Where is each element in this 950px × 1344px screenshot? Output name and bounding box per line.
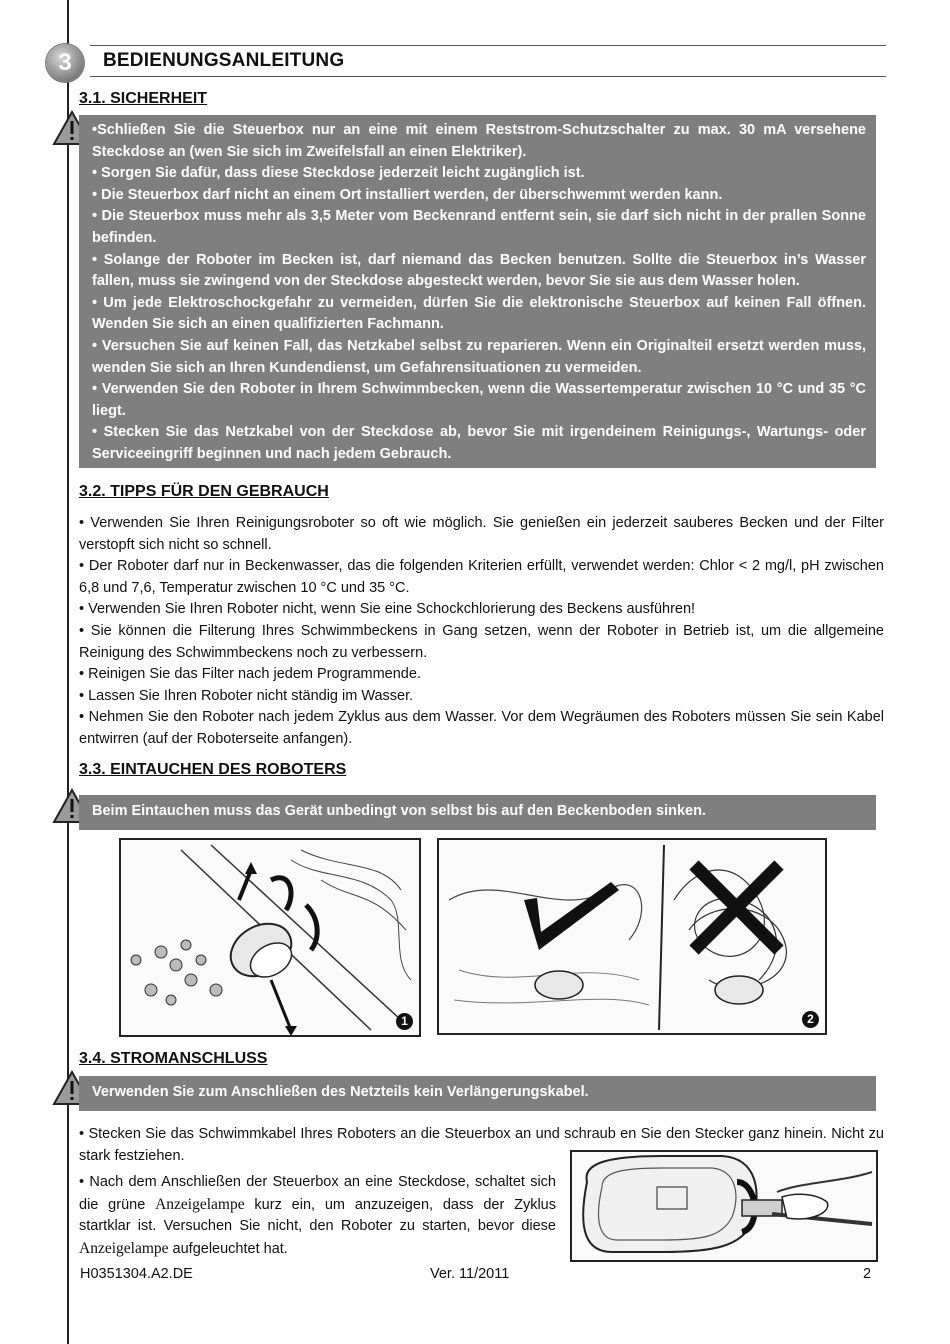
safety-item: •Schließen Sie die Steuerbox nur an eine mit einem Reststrom-Schutzschalter zu max. 30 mA versehene Steckdose an (wen Sie sich im Zweifelsfall an einen Elektriker). — [92, 122, 866, 160]
cable-tangle-illustration — [439, 840, 825, 1033]
power-text-1: • Stecken Sie das Schwimmkabel Ihres Roboters an die Steuerbox an und schraub en Sie den Stecker ganz hinein. Nicht zu stark festziehen. — [79, 1126, 884, 1164]
safety-item: • Um jede Elektroschockgefahr zu vermeiden, dürfen Sie die elektronische Steuerbox auf keinen Fall öffnen. Wenden Sie sich an einen qualifizierten Fachmann. — [92, 294, 866, 333]
power-paragraph-2 — [79, 1172, 556, 1260]
safety-item: • Solange der Roboter im Becken ist, darf niemand das Becken benutzen. Sollte die Steuerbox in’s Wasser fallen, muss sie zwingend von der Steckdose abgesteckt werden, bevor Sie sie aus dem Wasser holen. — [92, 251, 866, 290]
robot-tilt-illustration — [121, 840, 419, 1035]
tips-item: • Lassen Sie Ihren Roboter nicht ständig im Wasser. — [79, 687, 414, 704]
tips-item: • Der Roboter darf nur in Beckenwasser, das die folgenden Kriterien erfüllt, verwendet werden: Chlor < 2 mg/l, pH zwischen 6,8 und 7,6, Temperatur zwischen 10 °C und 35 °C. — [79, 558, 884, 596]
footer-version: Ver. 11/2011 — [430, 1266, 510, 1282]
tips-item: • Nehmen Sie den Roboter nach jedem Zyklus aus dem Wasser. Vor dem Wegräumen des Roboters müssen Sie sein Kabel entwirren (auf der Roboterseite anfangen). — [79, 709, 884, 747]
safety-item: • Die Steuerbox muss mehr als 3,5 Meter vom Beckenrand entfernt sein, sie darf sich nicht in der prallen Sonne befinden. — [92, 208, 866, 246]
safety-warning-box — [79, 115, 876, 468]
footer-page-number: 2 — [863, 1266, 872, 1282]
left-margin-rule — [67, 0, 69, 1344]
immersion-warning-box — [79, 795, 876, 830]
figure-cable-correct-incorrect — [437, 838, 827, 1035]
power-warning-text: Verwenden Sie zum Anschließen des Netzteils kein Verlängerungskabel. — [92, 1084, 589, 1100]
section-title-tips: 3.2. TIPPS FÜR DEN GEBRAUCH — [79, 483, 329, 500]
safety-item: • Stecken Sie das Netzkabel von der Steckdose ab, bevor Sie mit irgendeinem Reinigungs-, Wartungs- oder Serviceeingriff beginnen und nach jedem Gebrauch. — [92, 424, 866, 462]
section-title-safety: 3.1. SICHERHEIT — [79, 90, 208, 107]
figure-number-1: 1 — [396, 1013, 413, 1030]
header-rule-bottom — [90, 76, 886, 77]
section-title-power: 3.4. STROMANSCHLUSS — [79, 1050, 268, 1067]
figure-number-2: 2 — [802, 1011, 819, 1028]
page-title: BEDIENUNGSANLEITUNG — [103, 50, 345, 71]
power-text-2: • Nach dem Anschließen der Steuerbox an eine Steckdose, schaltet sich die grüne Anzeigelampe kurz ein, um anzuzeigen, dass der Zyklus startklar ist. Versuchen Sie nicht, den Roboter zu starten, bevor diese Anzeigelampe aufgeleuchtet hat. — [79, 1174, 556, 1257]
safety-item: • Die Steuerbox darf nicht an einem Ort installiert werden, der überschwemmt werden kann. — [92, 186, 723, 203]
header-rule-top — [90, 45, 886, 46]
safety-warning-list — [92, 120, 866, 466]
section-title-immersion: 3.3. EINTAUCHEN DES ROBOTERS — [79, 761, 347, 778]
figure-control-box-plug — [570, 1150, 878, 1262]
safety-item: • Verwenden Sie den Roboter in Ihrem Schwimmbecken, wenn die Wassertemperatur zwischen 10 °C und 35 °C liegt. — [92, 381, 866, 419]
immersion-warning-text: Beim Eintauchen muss das Gerät unbedingt von selbst bis auf den Beckenboden sinken. — [92, 803, 706, 819]
tips-list — [79, 513, 884, 751]
figure-robot-immersion — [119, 838, 421, 1037]
tips-item: • Reinigen Sie das Filter nach jedem Programmende. — [79, 666, 421, 683]
safety-item: • Versuchen Sie auf keinen Fall, das Netzkabel selbst zu reparieren. Wenn ein Originalteil ersetzt werden muss, wenden Sie sich an Ihren Kundendienst, um Gefahrensituationen zu vermeiden. — [92, 337, 866, 376]
tips-item: • Sie können die Filterung Ihres Schwimmbeckens in Gang setzen, wenn der Roboter in Betrieb ist, um die allgemeine Reinigung des Schwimmbeckens noch zu verbessern. — [79, 622, 884, 661]
safety-item: • Sorgen Sie dafür, dass diese Steckdose jederzeit leicht zugänglich ist. — [92, 165, 585, 182]
power-warning-box — [79, 1076, 876, 1111]
footer-document-id: H0351304.A2.DE — [80, 1266, 193, 1282]
chapter-badge: 3 — [46, 44, 84, 82]
control-box-illustration — [572, 1152, 876, 1260]
tips-item: • Verwenden Sie Ihren Reinigungsroboter so oft wie möglich. Sie genießen ein jederzeit sauberes Becken und der Filter verstopft sich nicht so schnell. — [79, 515, 884, 553]
tips-item: • Verwenden Sie Ihren Roboter nicht, wenn Sie eine Schockchlorierung des Beckens ausführen! — [79, 601, 696, 618]
